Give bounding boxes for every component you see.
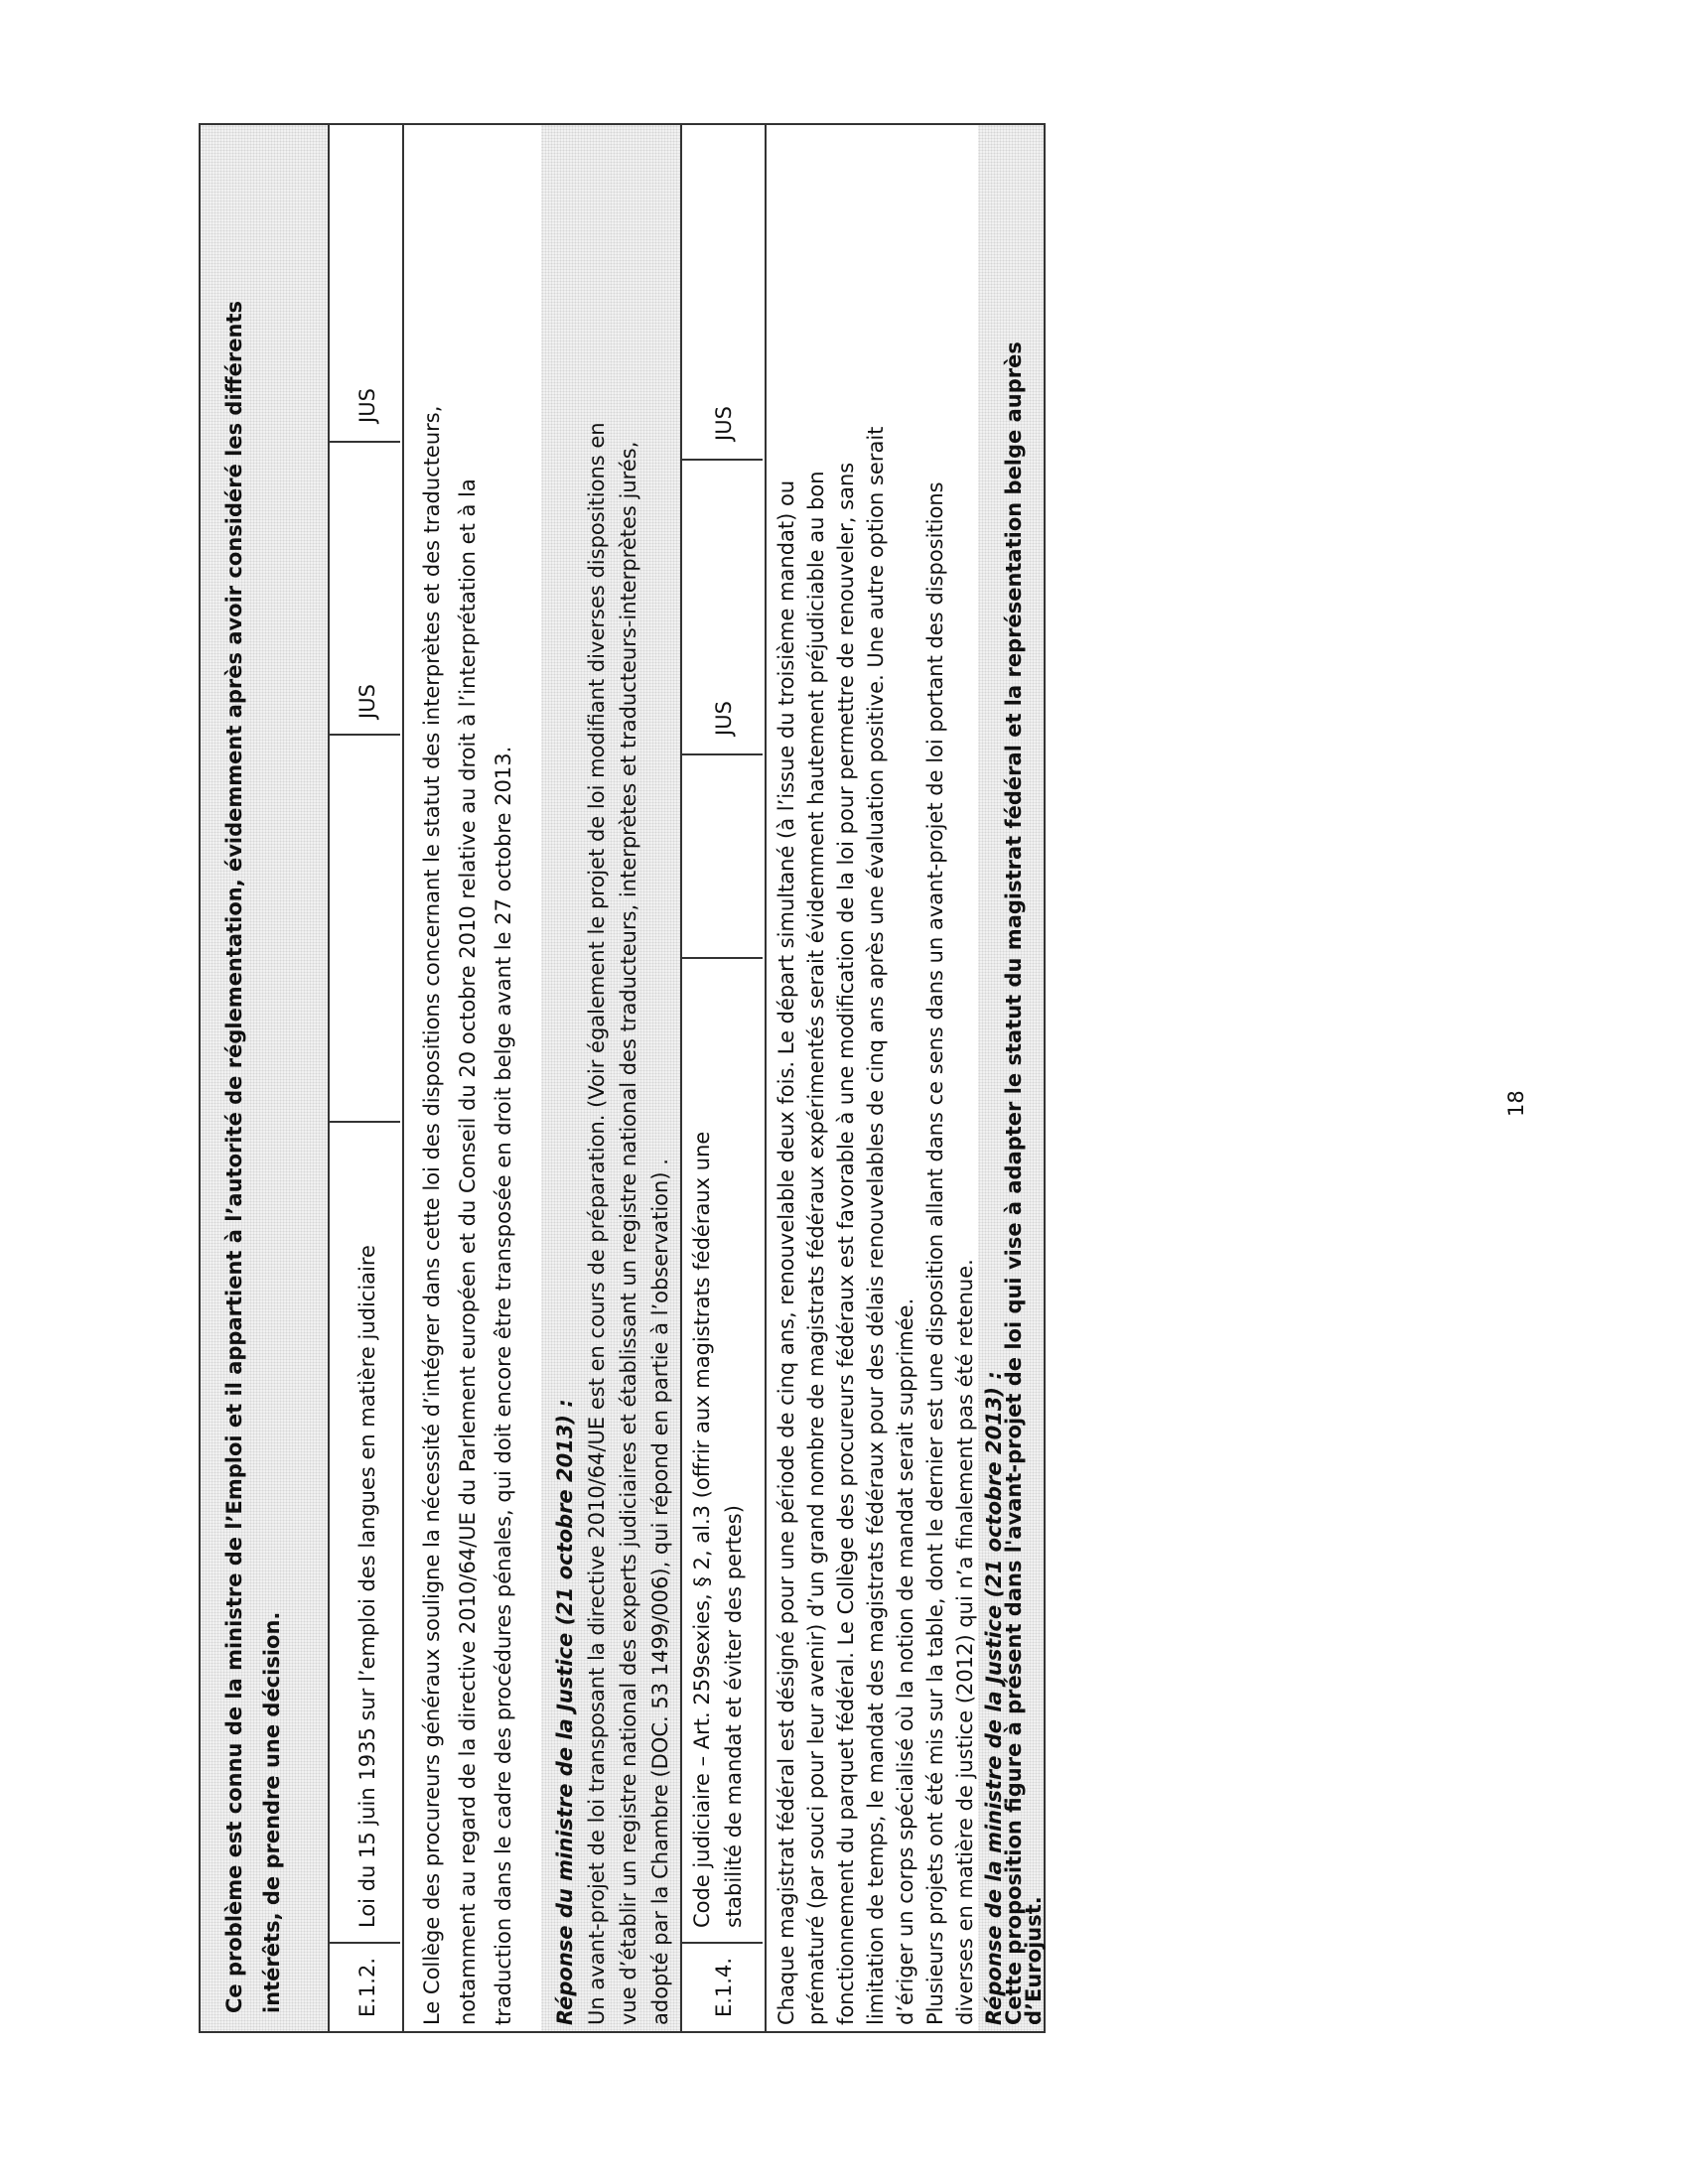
body-line: limitation de temps, le mandat des magistrats fédéraux pour des délais renouvelables de cinq ans après une évaluation positive. Une autre option serait	[864, 426, 888, 2025]
intro-line-2: intérêts, de prendre une décision.	[260, 1611, 284, 2013]
response-line: Un avant-projet de loi transposant la directive 2010/64/UE est en cours de préparation. (Voir également le projet de loi modifiant diverses dispositions en	[585, 422, 609, 2025]
response-box-e114	[978, 123, 1046, 2033]
column-divider	[680, 957, 763, 959]
body-line: Chaque magistrat fédéral est désigné pour une période de cinq ans, renouvelable deux fois. Le départ simultané (à l’issue du troisième mandat) ou	[774, 479, 798, 2025]
column-divider	[328, 1942, 400, 1944]
rotated-page	[199, 123, 1046, 2033]
response-line: Cette proposition figure à présent dans l'avant-projet de loi qui vise à adapter le statut du magistrat fédéral et la représentation belge auprès	[1002, 341, 1026, 2025]
column-divider	[680, 459, 763, 461]
body-line: fonctionnement du parquet fédéral. Le Collège des procureurs fédéraux est favorable à une modification de la loi pour permettre de renouveler, sans	[834, 462, 858, 2025]
response-title: Réponse de la ministre de la Justice (21 octobre 2013) :	[982, 1371, 1006, 2025]
entry-description: Loi du 15 juin 1935 sur l’emploi des langues en matière judiciaire	[355, 1245, 379, 1928]
entry-ref: E.1.4.	[712, 1957, 736, 2017]
entry-description-line-1: Code judiciaire – Art. 259sexies, § 2, al.3 (offrir aux magistrats fédéraux une	[690, 1131, 714, 1928]
entry-col-c: JUS	[712, 406, 736, 441]
column-divider	[680, 1942, 763, 1944]
entry-description-line-2: stabilité de mandat et éviter des pertes)	[722, 1505, 746, 1928]
column-divider	[328, 734, 400, 736]
intro-box	[199, 123, 328, 2033]
response-title: Réponse du ministre de la Justice (21 octobre 2013) :	[553, 1399, 577, 2025]
entry-col-b: JUS	[712, 701, 736, 736]
body-line: Plusieurs projets ont été mis sur la table, dont le dernier est une disposition allant dans ce sens dans un avant-projet de loi portant des dispositions	[923, 481, 947, 2025]
body-line: traduction dans le cadre des procédures pénales, qui doit encore être transposée en droit belge avant le 27 octobre 2013.	[492, 746, 515, 2025]
page-number: 18	[1504, 1090, 1528, 1117]
body-line: d’ériger un corps spécialisé où la notion de mandat serait supprimée.	[894, 1297, 917, 2025]
response-line: vue d’établir un registre national des experts judiciaires et établissant un registre national des traducteurs, interprètes et traducteurs-interprètes jurés,	[617, 441, 640, 2025]
response-line: d’Eurojust.	[1022, 1896, 1046, 2025]
response-line: adopté par la Chambre (DOC. 53 1499/006), qui répond en partie à l’observation) .	[648, 1159, 672, 2025]
column-divider	[328, 1121, 400, 1123]
body-line: Le Collège des procureurs généraux souligne la nécessité d’intégrer dans cette loi des dispositions concernant le statut des interprètes et des traducteurs,	[420, 405, 444, 2025]
entry-row-e112	[328, 123, 402, 2033]
entry-body-e112	[402, 123, 541, 2033]
column-divider	[680, 753, 763, 755]
entry-row-e114	[680, 123, 765, 2033]
entry-col-c: JUS	[355, 388, 379, 423]
intro-line-1: Ce problème est connu de la ministre de l’Emploi et il appartient à l’autorité de réglementation, évidemment après avoir considéré les différents	[222, 300, 246, 2013]
column-divider	[328, 441, 400, 443]
table-top-border	[199, 123, 201, 2033]
entry-body-e114	[765, 123, 978, 2033]
entry-col-b: JUS	[355, 684, 379, 719]
body-line: diverses en matière de justice (2012) qui n’a finalement pas été retenue.	[953, 1259, 977, 2025]
body-line: prématuré (par souci pour leur avenir) d’un grand nombre de magistrats fédéraux expérimentés serait évidemment hautement préjudiciable au bon	[804, 471, 828, 2025]
body-line: notamment au regard de la directive 2010/64/UE du Parlement européen et du Conseil du 20 octobre 2010 relative au droit à l’interprétation et à la	[456, 478, 480, 2025]
entry-ref: E.1.2.	[355, 1957, 379, 2017]
response-box-e112	[541, 123, 680, 2033]
